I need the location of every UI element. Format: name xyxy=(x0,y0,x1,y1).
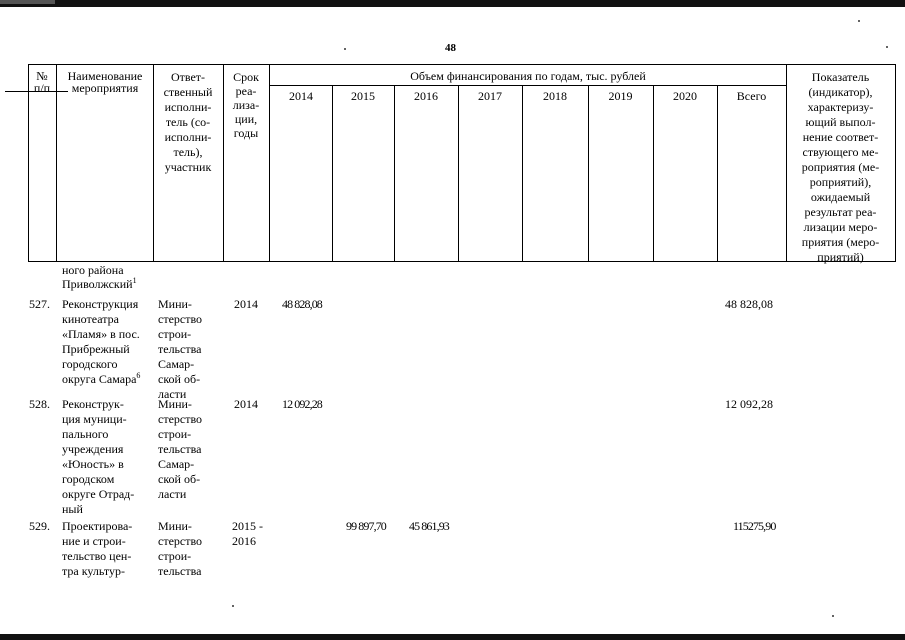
row-number: 527. xyxy=(29,297,50,311)
row-name-text: Реконструк- ция муници- пального учреждения «Юность» в городском округе Отрад- ный xyxy=(62,397,135,516)
scan-speck xyxy=(858,20,860,22)
header-border xyxy=(394,85,395,262)
header-border xyxy=(588,85,589,262)
row-term: 2014 xyxy=(234,397,258,411)
row-responsible: Мини- стерство строи- тельства Самар- ской об- ласти xyxy=(158,297,203,401)
header-year-2016: 2016 xyxy=(414,89,438,103)
scan-bottom-border xyxy=(0,634,905,640)
row-responsible: Мини- стерство строи- тельства xyxy=(158,519,203,578)
header-border xyxy=(717,85,718,262)
scan-top-mark xyxy=(0,0,55,4)
header-bottom-rule xyxy=(28,261,895,262)
header-funding-rule xyxy=(270,85,786,86)
row-value-total: 115275,90 xyxy=(733,519,776,533)
header-border xyxy=(895,64,896,262)
row-name-text: Проектирова- ние и строи- тельство цен- тра культур- xyxy=(62,519,133,578)
scan-speck xyxy=(232,605,234,607)
header-year-2017: 2017 xyxy=(478,89,502,103)
row-number: 528. xyxy=(29,397,50,411)
header-year-2018: 2018 xyxy=(543,89,567,103)
row-number: 529. xyxy=(29,519,50,533)
header-total: Всего xyxy=(736,89,767,103)
page-number: 48 xyxy=(445,42,456,54)
row-value-2016: 45 861,93 xyxy=(409,519,449,533)
row-responsible: Мини- стерство строи- тельства Самар- ской об- ласти xyxy=(158,397,203,501)
row-value-total: 48 828,08 xyxy=(725,297,773,311)
header-year-2015: 2015 xyxy=(351,89,375,103)
scan-top-border xyxy=(0,0,905,7)
header-col-responsible: Ответ- ственный исполни- тель (со- исполни- тель), участник xyxy=(163,70,213,174)
header-border xyxy=(458,85,459,262)
header-col-funding: Объем финансирования по годам, тыс. рублей xyxy=(410,69,646,83)
footnote-marker: 6 xyxy=(136,371,141,380)
scan-speck xyxy=(344,48,346,50)
header-border xyxy=(522,85,523,262)
row-value-2015: 99 897,70 xyxy=(346,519,386,533)
row-name xyxy=(62,297,140,387)
row-name xyxy=(62,397,134,517)
row-value-total: 12 092,28 xyxy=(725,397,773,411)
row-value-2014: 12 092,28 xyxy=(282,397,322,411)
row-name-text: Реконструкция кинотеатра «Пламя» в пос. Прибрежный городского округа Самара xyxy=(62,297,140,386)
header-col-term: Срок реа- лиза- ции, годы xyxy=(232,70,260,140)
header-col-number: № п/п xyxy=(33,69,51,95)
row-term: 2014 xyxy=(234,297,258,311)
row-term: 2015 - 2016 xyxy=(232,519,263,548)
header-border xyxy=(332,85,333,262)
footnote-marker: 1 xyxy=(132,276,137,285)
header-col-name: Наименование мероприятия xyxy=(67,69,143,95)
header-top-rule xyxy=(28,64,895,65)
header-col-indicator: Показатель (индикатор), характеризу- ющий выпол- нение соответ- ствующего ме- роприятия (ме- роприятий), ожидаемый результат реа- лизации меро- приятия (меро- приятий) xyxy=(801,70,880,264)
header-border xyxy=(653,85,654,262)
scan-speck xyxy=(886,46,888,48)
header-year-2019: 2019 xyxy=(608,89,633,103)
header-year-2020: 2020 xyxy=(673,89,697,103)
row-value-2014: 48 828,08 xyxy=(282,297,322,311)
row-name xyxy=(62,519,132,579)
scan-speck xyxy=(832,615,834,617)
continuation-text xyxy=(62,263,137,291)
continuation-name: ного района Приволжский xyxy=(62,263,133,291)
header-year-2014: 2014 xyxy=(289,89,313,103)
